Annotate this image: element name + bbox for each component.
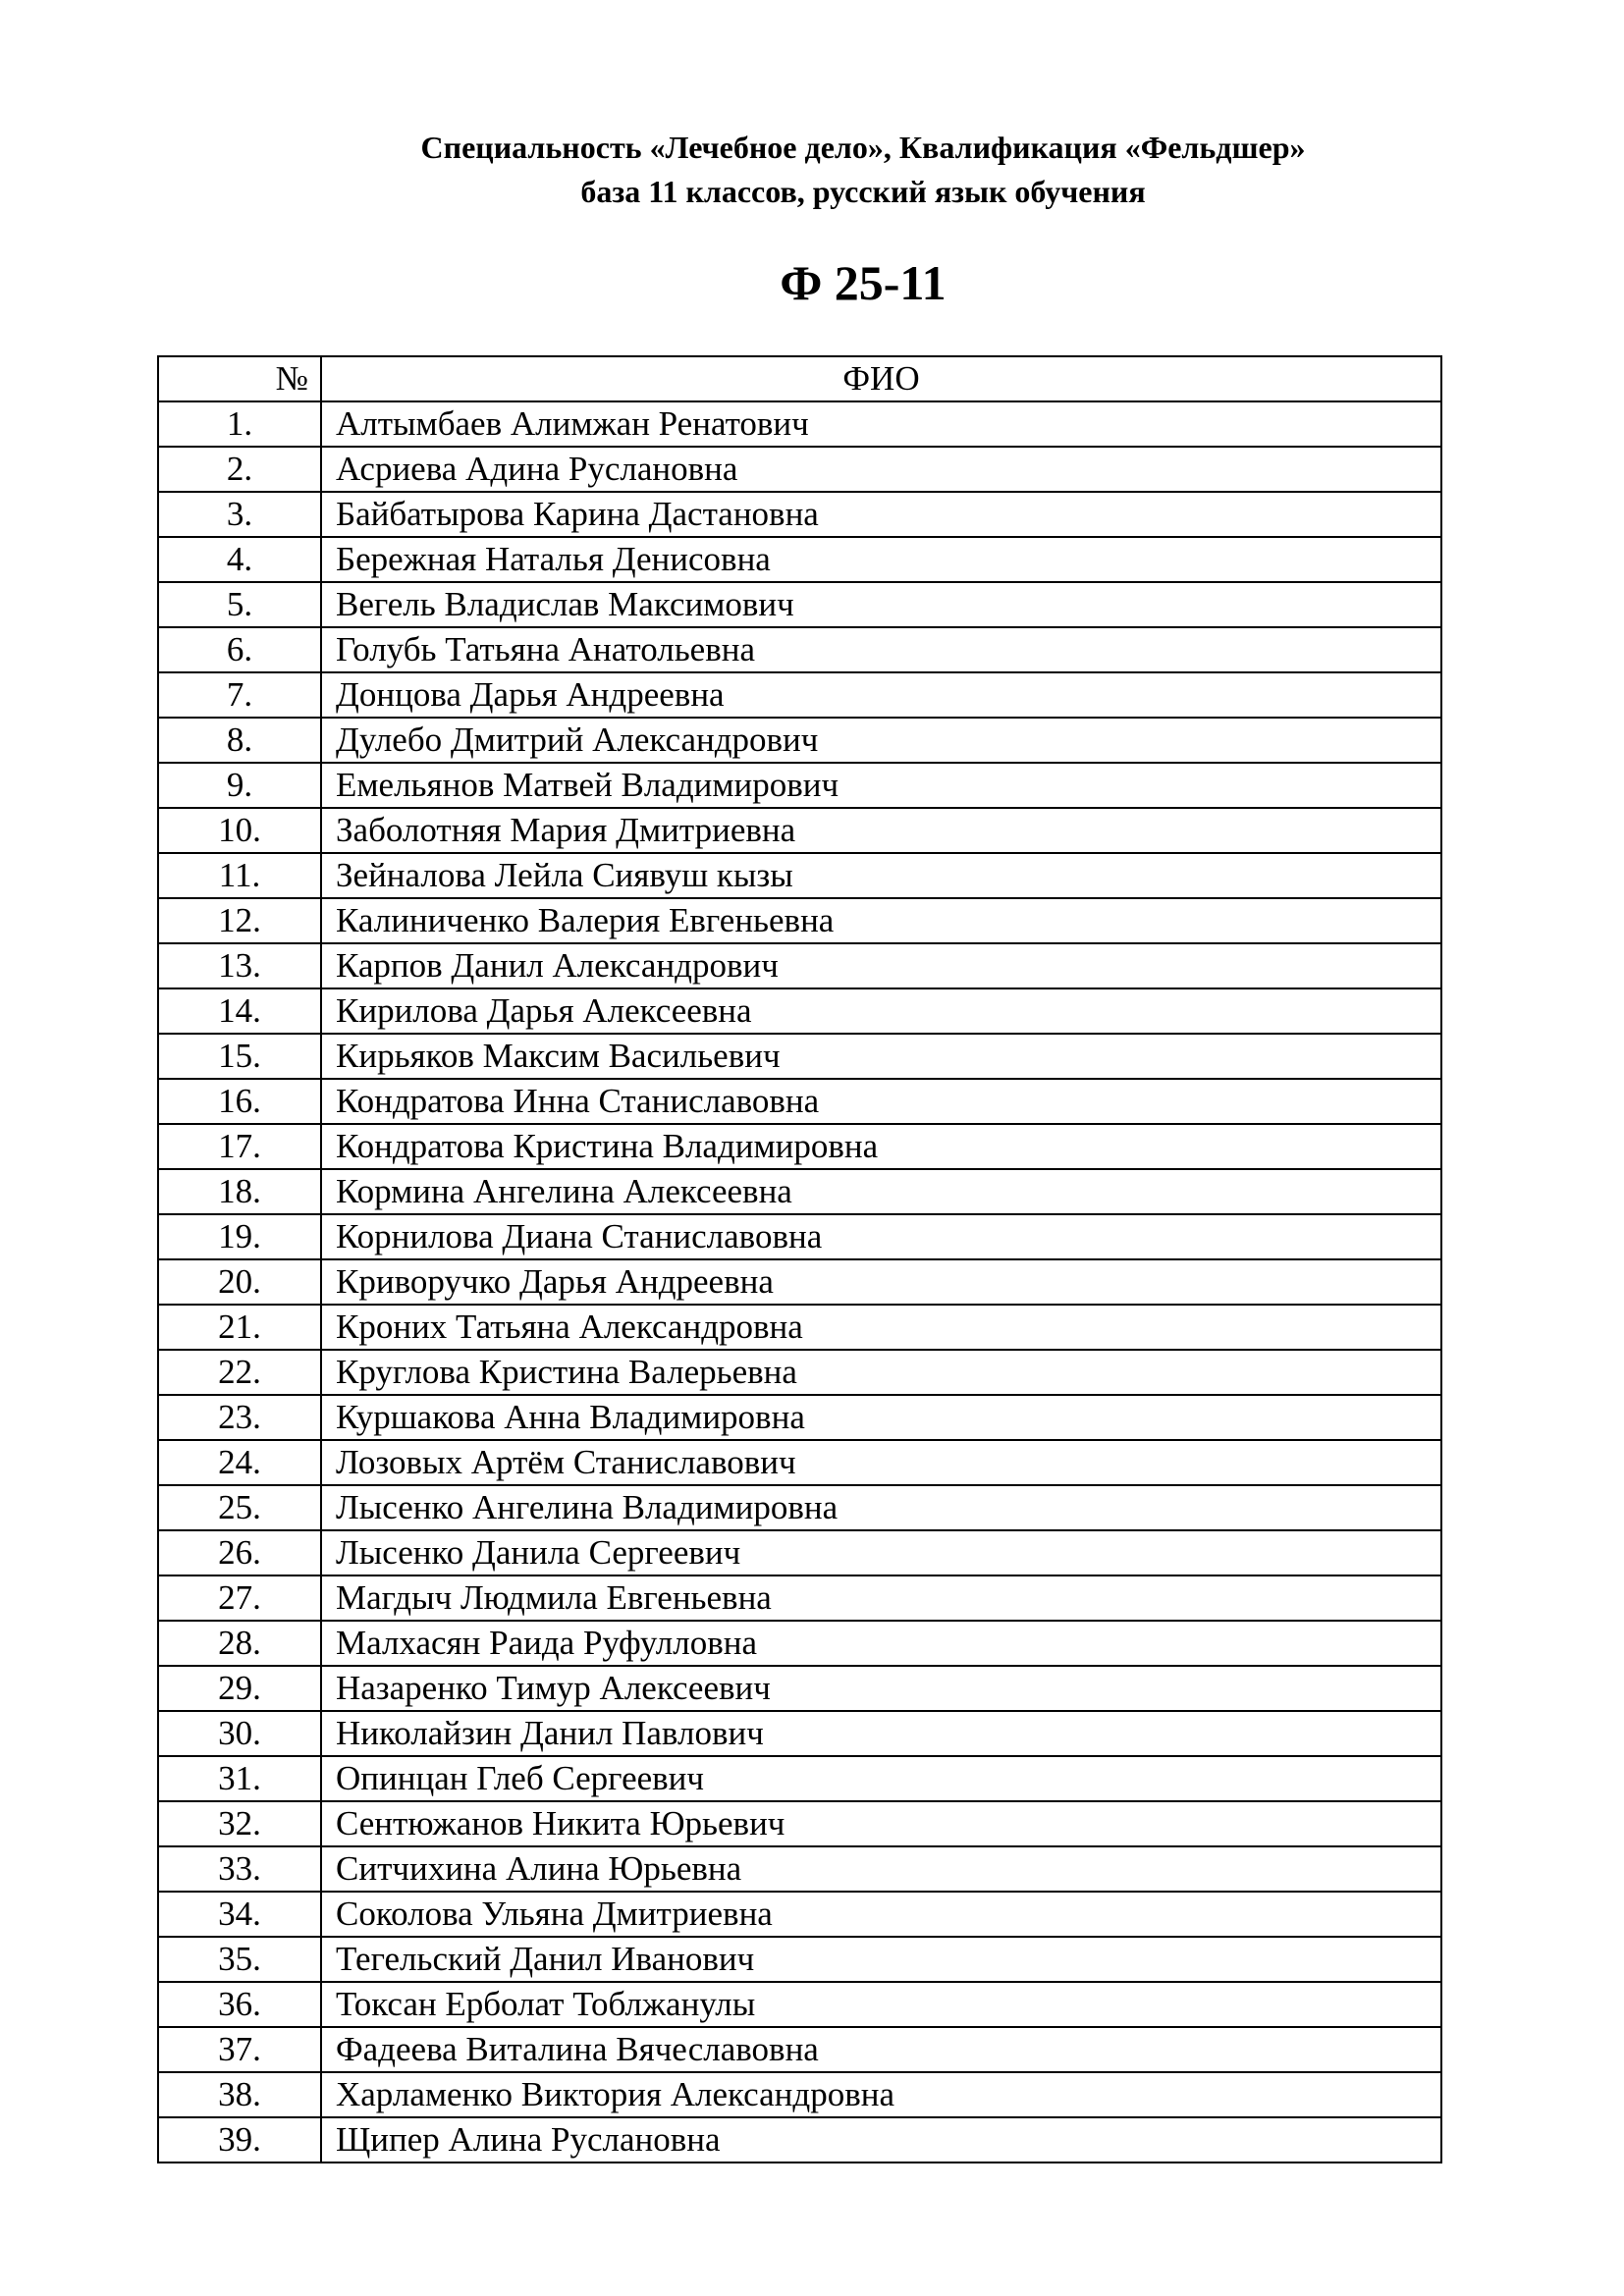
table-row	[158, 2117, 1441, 2163]
table-row	[158, 943, 1441, 988]
table-row	[158, 808, 1441, 853]
student-name-cell: Малхасян Раида Руфулловна	[321, 1621, 1441, 1666]
row-number-cell: 30.	[158, 1711, 321, 1756]
row-number-cell: 34.	[158, 1892, 321, 1937]
row-number-cell: 22.	[158, 1350, 321, 1395]
table-row	[158, 401, 1441, 447]
student-name-cell: Кормина Ангелина Алексеевна	[321, 1169, 1441, 1214]
student-name-cell: Соколова Ульяна Дмитриевна	[321, 1892, 1441, 1937]
table-row	[158, 1982, 1441, 2027]
student-name-cell: Назаренко Тимур Алексеевич	[321, 1666, 1441, 1711]
table-row	[158, 627, 1441, 672]
row-number-cell: 3.	[158, 492, 321, 537]
student-name-cell: Карпов Данил Александрович	[321, 943, 1441, 988]
row-number-cell: 2.	[158, 447, 321, 492]
student-name-cell: Ситчихина Алина Юрьевна	[321, 1846, 1441, 1892]
table-row	[158, 1937, 1441, 1982]
student-name-cell: Лозовых Артём Станиславович	[321, 1440, 1441, 1485]
row-number-cell: 18.	[158, 1169, 321, 1214]
column-header-fio: ФИО	[321, 356, 1441, 401]
table-row	[158, 1079, 1441, 1124]
student-name-cell: Лысенко Данила Сергеевич	[321, 1530, 1441, 1575]
table-row	[158, 2027, 1441, 2072]
student-name-cell: Харламенко Виктория Александровна	[321, 2072, 1441, 2117]
row-number-cell: 9.	[158, 763, 321, 808]
table-row	[158, 1892, 1441, 1937]
row-number-cell: 4.	[158, 537, 321, 582]
row-number-cell: 27.	[158, 1575, 321, 1621]
column-header-number: №	[158, 356, 321, 401]
table-row	[158, 582, 1441, 627]
student-name-cell: Магдыч Людмила Евгеньевна	[321, 1575, 1441, 1621]
specialty-line: Специальность «Лечебное дело», Квалификация «Фельдшер»	[420, 130, 1306, 165]
table-row	[158, 1530, 1441, 1575]
row-number-cell: 6.	[158, 627, 321, 672]
row-number-cell: 26.	[158, 1530, 321, 1575]
table-row	[158, 1756, 1441, 1801]
row-number-cell: 13.	[158, 943, 321, 988]
row-number-cell: 20.	[158, 1259, 321, 1305]
student-name-cell: Вегель Владислав Максимович	[321, 582, 1441, 627]
table-row	[158, 1169, 1441, 1214]
student-name-cell: Байбатырова Карина Дастановна	[321, 492, 1441, 537]
student-name-cell: Лысенко Ангелина Владимировна	[321, 1485, 1441, 1530]
table-row	[158, 1801, 1441, 1846]
row-number-cell: 31.	[158, 1756, 321, 1801]
row-number-cell: 10.	[158, 808, 321, 853]
student-name-cell: Николайзин Данил Павлович	[321, 1711, 1441, 1756]
table-row	[158, 447, 1441, 492]
row-number-cell: 38.	[158, 2072, 321, 2117]
student-name-cell: Круглова Кристина Валерьевна	[321, 1350, 1441, 1395]
row-number-cell: 33.	[158, 1846, 321, 1892]
row-number-cell: 25.	[158, 1485, 321, 1530]
roster-body	[158, 401, 1441, 2163]
student-name-cell: Кирьяков Максим Васильевич	[321, 1034, 1441, 1079]
student-name-cell: Куршакова Анна Владимировна	[321, 1395, 1441, 1440]
base-language-line: база 11 классов, русский язык обучения	[580, 174, 1146, 209]
student-name-cell: Голубь Татьяна Анатольевна	[321, 627, 1441, 672]
table-row	[158, 1666, 1441, 1711]
row-number-cell: 11.	[158, 853, 321, 898]
table-row	[158, 672, 1441, 718]
table-row	[158, 718, 1441, 763]
student-name-cell: Фадеева Виталина Вячеславовна	[321, 2027, 1441, 2072]
group-code-title: Ф 25-11	[780, 255, 947, 310]
student-name-cell: Бережная Наталья Денисовна	[321, 537, 1441, 582]
table-row	[158, 1575, 1441, 1621]
student-name-cell: Опинцан Глеб Сергеевич	[321, 1756, 1441, 1801]
student-name-cell: Щипер Алина Руслановна	[321, 2117, 1441, 2163]
student-name-cell: Заболотняя Мария Дмитриевна	[321, 808, 1441, 853]
row-number-cell: 23.	[158, 1395, 321, 1440]
row-number-cell: 16.	[158, 1079, 321, 1124]
table-row	[158, 1440, 1441, 1485]
table-row	[158, 1305, 1441, 1350]
row-number-cell: 21.	[158, 1305, 321, 1350]
table-row	[158, 1350, 1441, 1395]
student-name-cell: Дулебо Дмитрий Александрович	[321, 718, 1441, 763]
table-row	[158, 1395, 1441, 1440]
row-number-cell: 8.	[158, 718, 321, 763]
row-number-cell: 19.	[158, 1214, 321, 1259]
row-number-cell: 35.	[158, 1937, 321, 1982]
row-number-cell: 29.	[158, 1666, 321, 1711]
row-number-cell: 24.	[158, 1440, 321, 1485]
row-number-cell: 12.	[158, 898, 321, 943]
student-name-cell: Емельянов Матвей Владимирович	[321, 763, 1441, 808]
student-name-cell: Кирилова Дарья Алексеевна	[321, 988, 1441, 1034]
row-number-cell: 32.	[158, 1801, 321, 1846]
student-name-cell: Сентюжанов Никита Юрьевич	[321, 1801, 1441, 1846]
row-number-cell: 1.	[158, 401, 321, 447]
row-number-cell: 17.	[158, 1124, 321, 1169]
table-row	[158, 537, 1441, 582]
table-row	[158, 1214, 1441, 1259]
student-name-cell: Асриева Адина Руслановна	[321, 447, 1441, 492]
row-number-cell: 7.	[158, 672, 321, 718]
student-name-cell: Токсан Ерболат Тоблжанулы	[321, 1982, 1441, 2027]
table-row	[158, 2072, 1441, 2117]
row-number-cell: 15.	[158, 1034, 321, 1079]
table-row	[158, 853, 1441, 898]
table-row	[158, 1034, 1441, 1079]
student-name-cell: Кондратова Кристина Владимировна	[321, 1124, 1441, 1169]
student-name-cell: Кроних Татьяна Александровна	[321, 1305, 1441, 1350]
table-row	[158, 1711, 1441, 1756]
row-number-cell: 5.	[158, 582, 321, 627]
student-name-cell: Зейналова Лейла Сиявуш кызы	[321, 853, 1441, 898]
row-number-cell: 28.	[158, 1621, 321, 1666]
student-name-cell: Алтымбаев Алимжан Ренатович	[321, 401, 1441, 447]
table-row	[158, 1485, 1441, 1530]
student-name-cell: Корнилова Диана Станиславовна	[321, 1214, 1441, 1259]
table-row	[158, 1846, 1441, 1892]
table-row	[158, 1621, 1441, 1666]
table-row	[158, 988, 1441, 1034]
student-name-cell: Калиниченко Валерия Евгеньевна	[321, 898, 1441, 943]
student-name-cell: Тегельский Данил Иванович	[321, 1937, 1441, 1982]
table-row	[158, 492, 1441, 537]
document-header	[313, 126, 1413, 214]
table-row	[158, 763, 1441, 808]
student-name-cell: Донцова Дарья Андреевна	[321, 672, 1441, 718]
row-number-cell: 39.	[158, 2117, 321, 2163]
table-row	[158, 1259, 1441, 1305]
student-roster-table	[157, 355, 1442, 2163]
table-row	[158, 898, 1441, 943]
table-row	[158, 1124, 1441, 1169]
table-header-row	[158, 356, 1441, 401]
row-number-cell: 36.	[158, 1982, 321, 2027]
student-name-cell: Криворучко Дарья Андреевна	[321, 1259, 1441, 1305]
row-number-cell: 37.	[158, 2027, 321, 2072]
row-number-cell: 14.	[158, 988, 321, 1034]
student-name-cell: Кондратова Инна Станиславовна	[321, 1079, 1441, 1124]
